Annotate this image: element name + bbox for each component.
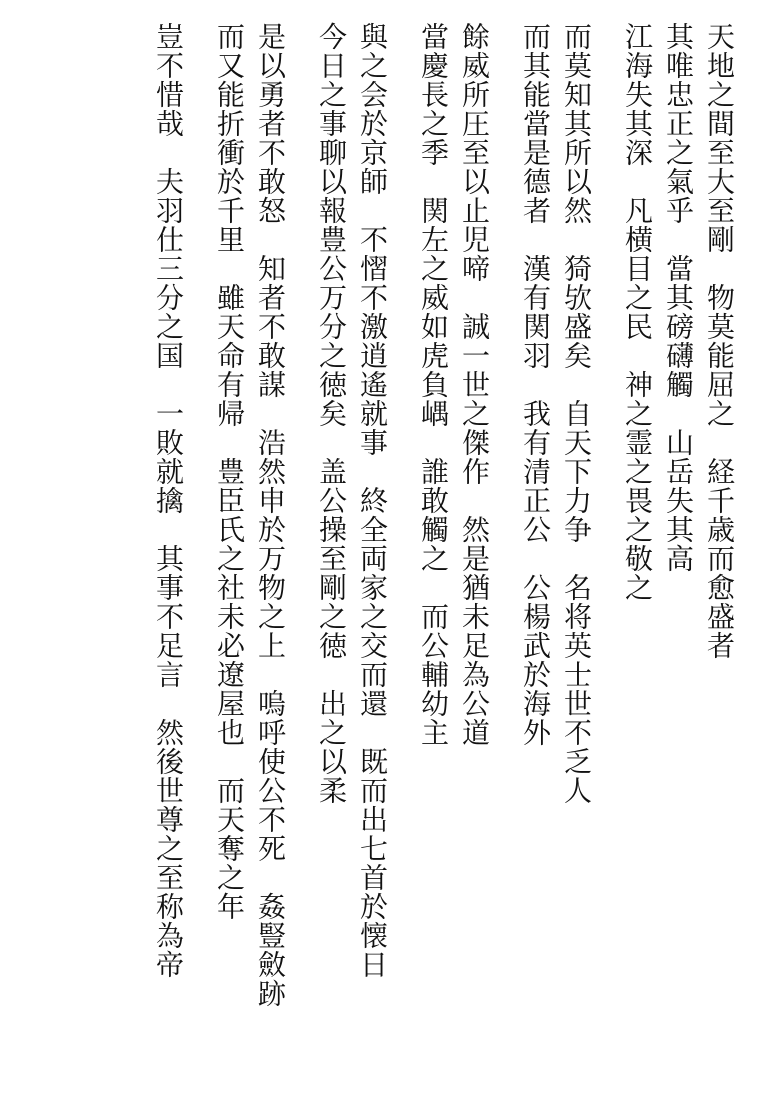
text-column: 今日之事聊以報豊公万分之徳矣 盖公操至剛之徳 出之以柔 <box>315 22 348 805</box>
text-column: 與之会於京師 不慴不激逍遙就事 終全両家之交而還 既而出七首於懐日 <box>356 22 389 979</box>
vertical-text-body <box>20 22 740 1082</box>
text-column: 是以勇者不敢怒 知者不敢謀 浩然申於万物之上 嗚呼使公不死 姦豎斂跡 <box>254 22 287 1008</box>
text-column: 而又能折衝於千里 雖天命有帰 豊臣氏之社未必遼屋也 而天奪之年 <box>213 22 246 921</box>
text-column: 其唯忠正之氣乎 當其磅礴觸 山岳失其高 <box>662 22 695 573</box>
text-column: 餘威所圧至以止児啼 誠一世之傑作 然是猶未足為公道 <box>458 22 491 747</box>
text-column: 豈不惜哉 夫羽仕三分之国 一敗就擒 其事不足言 然後世尊之至称為帝 <box>152 22 185 979</box>
text-column: 江海失其深 凡横目之民 神之霊之畏之敬之 <box>621 22 654 602</box>
text-column: 而其能當是德者 漢有関羽 我有清正公 公楊武於海外 <box>519 22 552 747</box>
text-column: 天地之間至大至剛 物莫能屈之 経千歳而愈盛者 <box>703 22 736 660</box>
text-column: 而莫知其所以然 猗欤盛矣 自天下力争 名将英士世不乏人 <box>560 22 593 805</box>
text-column: 當慶長之季 関左之威如虎負嵎 誰敢觸之 而公輔幼主 <box>417 22 450 747</box>
